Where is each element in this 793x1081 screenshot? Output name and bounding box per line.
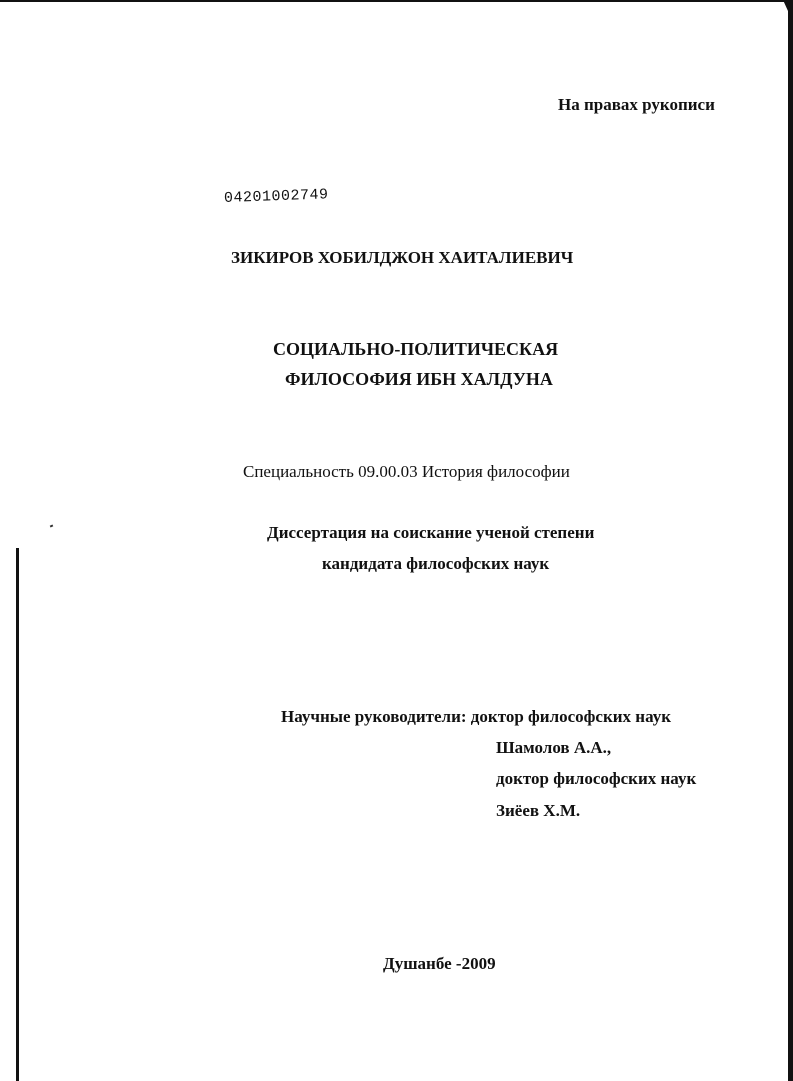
specialty-line: Специальность 09.00.03 История философии <box>243 462 570 481</box>
supervisor-degree-2: доктор философских наук <box>496 769 697 788</box>
scan-border-top <box>0 0 793 2</box>
supervisor-name-1: Шамолов А.А., <box>496 738 612 757</box>
registration-code: 04201002749 <box>223 186 329 207</box>
scan-border-right <box>788 0 793 1081</box>
degree-line-2: кандидата философских наук <box>322 554 550 573</box>
supervisor-name-2: Зиёев Х.М. <box>496 801 581 820</box>
dissertation-title-line-2: ФИЛОСОФИЯ ИБН ХАЛДУНА <box>285 369 553 389</box>
city-year: Душанбе -2009 <box>383 954 496 973</box>
author-name: ЗИКИРОВ ХОБИЛДЖОН ХАИТАЛИЕВИЧ <box>231 248 574 267</box>
scan-border-left <box>16 548 19 1081</box>
degree-line-1: Диссертация на соискание ученой степени <box>267 523 595 542</box>
rights-notice: На правах рукописи <box>558 95 715 114</box>
supervisors-label: Научные руководители: доктор философских наук <box>281 707 672 726</box>
scan-speck <box>50 524 54 527</box>
dissertation-title-line-1: СОЦИАЛЬНО-ПОЛИТИЧЕСКАЯ <box>273 339 559 359</box>
